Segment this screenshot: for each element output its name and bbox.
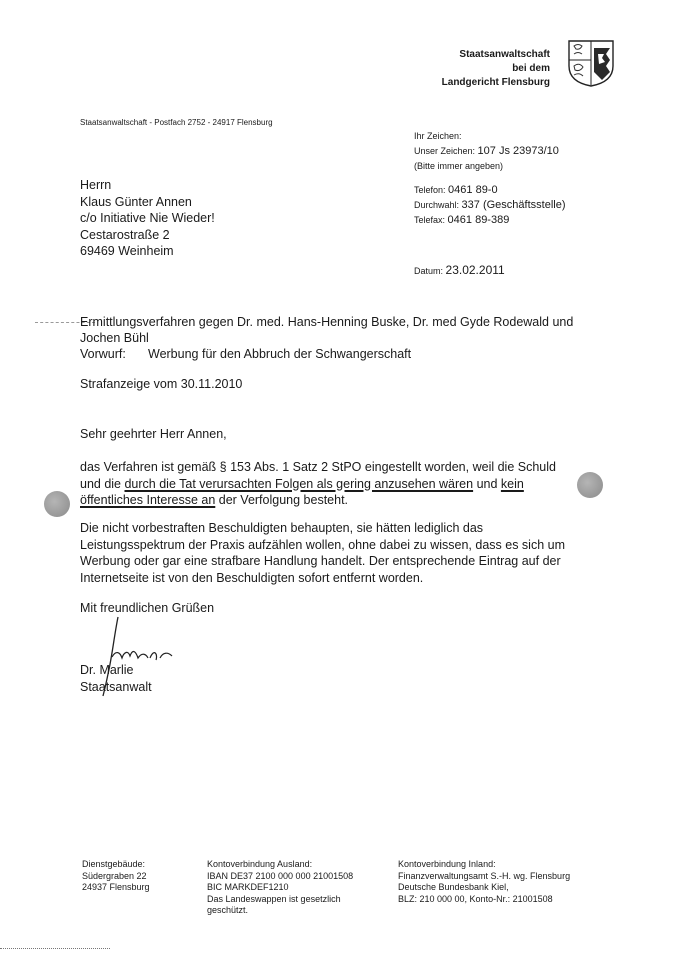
punch-hole [577,472,603,498]
durchwahl-value: 337 (Geschäftsstelle) [461,199,566,211]
underlined-phrase: öffentliches Interesse an [80,493,216,507]
subject-line1: Ermittlungsverfahren gegen Dr. med. Hans-Henning Buske, Dr. med Gyde Rodewald und [80,315,574,329]
telefon-row [414,183,565,198]
recipient-street: Cestarostraße 2 [80,227,170,242]
durchwahl-label: Durchwahl: [414,200,460,210]
recipient-co: c/o Initiative Nie Wieder! [80,211,215,225]
letterhead-line2: bei dem [512,63,550,74]
footer-line: BIC MARKDEF1210 [207,882,289,892]
recipient-city: 69469 Weinheim [80,244,174,258]
underlined-phrase: durch die Tat verursachten Folgen als gering anzusehen wären [124,476,474,491]
reference-note: (Bitte immer angeben) [414,161,504,171]
telefon-label: Telefon: [414,185,446,195]
ihr-zeichen-label: Ihr Zeichen: [414,131,462,141]
greeting: Sehr geehrter Herr Annen, [80,427,227,441]
paragraph-2-line: Werbung oder gar eine strafbare Handlung handelt. Der entsprechende Eintrag auf der [80,554,561,568]
unser-zeichen-row [414,144,565,159]
recipient-address [80,177,215,260]
footer-bank-inland [398,859,570,905]
letterhead-line1: Staatsanwaltschaft [459,49,550,60]
footer-line: 24937 Flensburg [82,882,150,892]
footer-line: Kontoverbindung Ausland: [207,859,313,869]
reference-block [414,129,565,228]
recipient-name: Klaus Günter Annen [80,194,192,209]
paragraph-1 [80,459,660,509]
paragraph-1-line2 [80,476,660,493]
footer-bank-ausland [207,859,353,917]
closing: Mit freundlichen Grüßen [80,601,215,615]
text-span: der Verfolgung besteht. [215,493,349,507]
unser-zeichen-label: Unser Zeichen: [414,146,476,156]
letterhead-line3: Landgericht Flensburg [441,77,550,88]
letterhead [442,48,550,90]
vorwurf-label: Vorwurf: [80,347,126,361]
underlined-word: kein [500,476,524,491]
signer-name: Dr. Marlie [80,663,134,677]
paragraph-1-line3 [80,492,660,509]
strafanzeige-line: Strafanzeige vom 30.11.2010 [80,377,243,391]
vorwurf-text: Werbung für den Abbruch der Schwangerschaft [148,347,412,361]
paragraph-2-line: Leistungsspektrum der Praxis aufzählen wollen, ohne dabei zu wissen, dass es sich um [80,537,565,552]
sender-line: Staatsanwaltschaft - Postfach 2752 - 24917 Flensburg [80,118,273,127]
paragraph-2-line: Internetseite ist von den Beschuldigten sofort entfernt worden. [80,570,424,585]
date-row [414,263,505,277]
footer-line: Südergraben 22 [82,870,147,881]
footer-line: geschützt. [207,905,249,915]
telefax-value: 0461 89-389 [447,214,510,226]
footer-line: Das Landeswappen ist gesetzlich [207,893,341,904]
footer-line: Dienstgebäude: [82,859,146,869]
vorwurf-row [80,346,660,362]
signer-block [80,662,660,695]
punch-hole [44,491,70,517]
paragraph-2-line: Die nicht vorbestraften Beschuldigten behaupten, sie hätten lediglich das [80,521,484,535]
paragraph-2 [80,520,660,586]
signer-title: Staatsanwalt [80,679,152,694]
footer-line: Finanzverwaltungsamt S.-H. wg. Flensburg [398,870,571,881]
telefax-row [414,213,565,228]
telefax-label: Telefax: [414,215,446,225]
page-edge-mark [0,948,110,949]
date-value: 23.02.2011 [445,263,505,277]
footer-line: BLZ: 210 000 00, Konto-Nr.: 21001508 [398,893,553,904]
date-label: Datum: [414,266,444,276]
telefon-value: 0461 89-0 [448,184,498,196]
text-span: und [473,476,501,491]
subject [80,314,660,362]
paragraph-1-line1: das Verfahren ist gemäß § 153 Abs. 1 Satz 2 StPO eingestellt worden, weil die Schuld [80,460,556,474]
footer-line: Kontoverbindung Inland: [398,859,496,869]
text-span: und die [80,476,125,491]
footer-line: Deutsche Bundesbank Kiel, [398,882,509,892]
durchwahl-row [414,198,565,213]
footer-line: IBAN DE37 2100 000 000 21001508 [207,870,354,881]
coat-of-arms-icon [566,38,616,88]
recipient-salutation: Herrn [80,178,112,192]
subject-line2: Jochen Bühl [80,331,149,345]
unser-zeichen-value: 107 Js 23973/10 [477,145,559,157]
footer-address [82,859,150,894]
